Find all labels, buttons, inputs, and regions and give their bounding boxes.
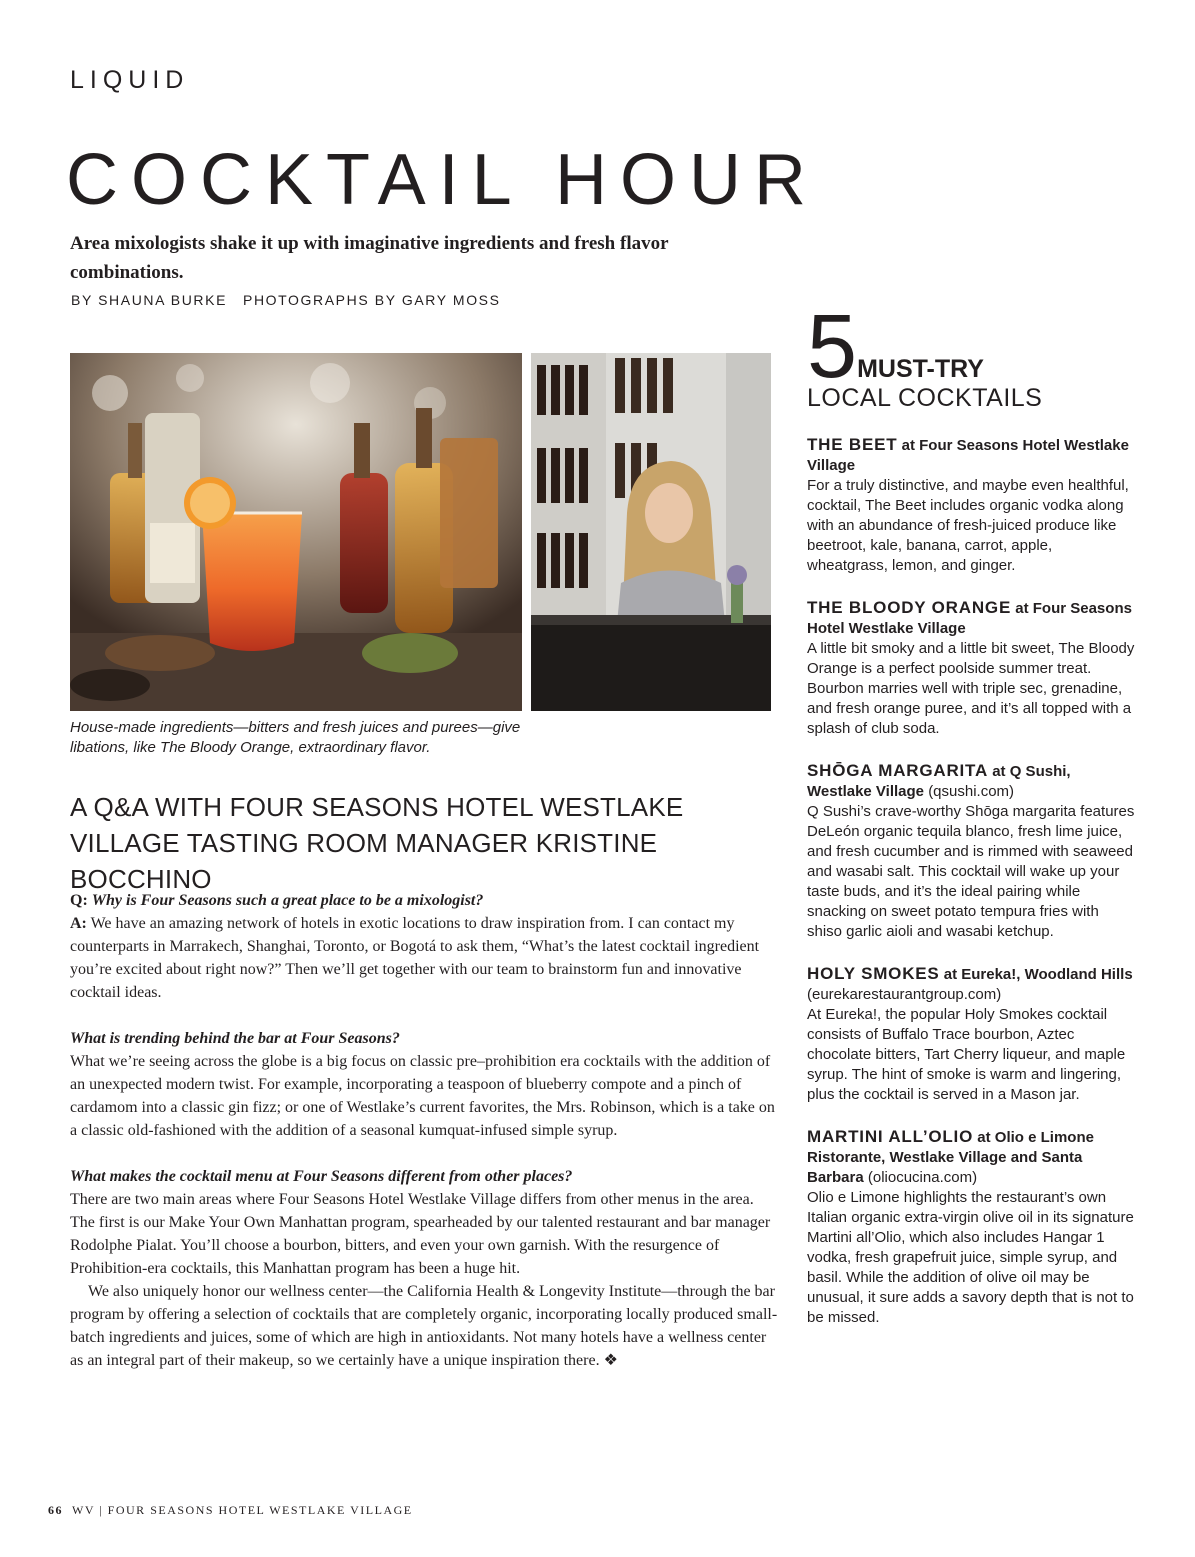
answer-text: We have an amazing network of hotels in exotic locations to draw inspiration from. I can contact my counterparts in Marrakech, Shanghai, Toronto, or Bogotá to ask them, “What’s the latest cocktail ingredient you’re excited about right now?” Then we’ll get together with our team to brainstorm fun and innovative cocktail ideas. [70,915,760,1001]
qa-answer-3-paragraph-1: There are two main areas where Four Seasons Hotel Westlake Village differs from other menus in the area. The first is our Make Your Own Manhattan program, spearheaded by our talented restaurant and bar manager Rodolphe Pialat. You’ll choose a bourbon, bitters, and even your own garnish. With the resurgence of Prohibition-era cocktails, this Manhattan program has been a huge hit. [70,1191,771,1277]
cocktail-entry [807,1127,1137,1328]
cocktail-website: (eurekarestaurantgroup.com) [807,986,1002,1003]
cocktail-entry [807,435,1137,576]
cocktail-location: at Eureka!, Woodland Hills [943,966,1133,983]
cocktail-ingredients-illustration [70,353,522,711]
byline [71,292,501,308]
sidebar-subheading: LOCAL COCKTAILS [807,384,1043,412]
manager-portrait-illustration [531,353,771,711]
article-dek: Area mixologists shake it up with imaginative ingredients and fresh flavor combinations. [70,233,669,283]
sidebar-heading [807,297,1137,397]
cocktail-description: A little bit smoky and a little bit sweet, The Bloody Orange is a perfect poolside summer treat. Bourbon marries well with triple sec, grenadine, and fresh orange puree, and it’s all topped with a splash of club soda. [807,640,1135,737]
qa-question-2: What is trending behind the bar at Four Seasons? [70,1030,400,1047]
cocktail-name: MARTINI ALL’OLIO [807,1127,974,1146]
article-title: COCKTAIL HOUR [66,140,820,220]
cocktail-name: SHŌGA MARGARITA [807,761,989,780]
qa-heading: A Q&A WITH FOUR SEASONS HOTEL WESTLAKE VILLAGE TASTING ROOM MANAGER KRISTINE BOCCHINO [70,792,684,894]
author-credit: BY SHAUNA BURKE [71,292,228,308]
cocktail-location: at Four Seasons Hotel Westlake Village [807,600,1132,637]
page-footer [48,1503,413,1518]
tasting-room-manager-photo [531,353,771,711]
cocktail-entry [807,598,1137,739]
cocktail-name: THE BEET [807,435,898,454]
qa-answer-2: What we’re seeing across the globe is a big focus on classic pre–prohibition era cocktails with the addition of an unexpected modern twist. For example, incorporating a teaspoon of blueberry compote and a pinch of cardamom into a classic gin fizz; or one of Westlake’s current favorites, the Mrs. Robinson, which is a take on a classic old-fashioned with the addition of a seasonal kumquat-infused simple syrup. [70,1053,775,1139]
sidebar-must-try: MUST-TRY [857,355,984,383]
section-label: LIQUID [70,66,190,94]
cocktail-location: at Olio e Limone Ristorante, Westlake Village and Santa Barbara [807,1129,1094,1186]
page-number: 66 [48,1503,63,1517]
cocktail-name: HOLY SMOKES [807,964,940,983]
footer-text: WV | FOUR SEASONS HOTEL WESTLAKE VILLAGE [72,1503,413,1517]
photo-credit: PHOTOGRAPHS BY GARY MOSS [243,292,501,308]
qa-question-3: What makes the cocktail menu at Four Seasons different from other places? [70,1168,573,1185]
answer-label: A: [70,915,87,932]
cocktail-location: at Q Sushi, Westlake Village [807,763,1071,800]
question-text: Why is Four Seasons such a great place to be a mixologist? [91,892,484,909]
qa-question-1 [70,889,780,912]
cocktail-description: Olio e Limone highlights the restaurant’s own Italian organic extra-virgin olive oil in its signature Martini all’Olio, which also includes Hangar 1 vodka, fresh grapefruit juice, simple syrup, and basil. While the addition of olive oil may be unusual, it sure adds a savory depth that is not to be missed. [807,1189,1134,1326]
qa-answer-1 [70,912,780,1004]
photo-caption: House-made ingredients—bitters and fresh juices and purees—give libations, like The Bloody Orange, extraordinary flavor. [70,719,521,756]
qa-answer-3-paragraph-2: We also uniquely honor our wellness center—the California Health & Longevity Institute—through the bar program by offering a selection of cocktails that are completely organic, incorporating locally produced small-batch ingredients and juices, some of which are high in antioxidants. Not many hotels have a wellness center as an integral part of their makeup, so we certainly have a unique inspiration there. ❖ [70,1283,778,1369]
qa-body [70,889,780,1372]
sidebar-number: 5 [807,297,856,397]
cocktail-description: Q Sushi’s crave-worthy Shōga margarita features DeLeón organic tequila blanco, fresh lime juice, and fresh cucumber and is rimmed with seaweed and wasabi salt. This cocktail will wake up your taste buds, and it’s the ideal pairing while snacking on sweet potato tempura fries with shiso garlic aioli and wasabi ketchup. [807,803,1135,940]
question-label: Q: [70,892,88,909]
cocktail-website: (qsushi.com) [928,783,1015,800]
cocktail-name: THE BLOODY ORANGE [807,598,1012,617]
cocktail-ingredients-photo [70,353,522,711]
cocktail-location: at Four Seasons Hotel Westlake Village [807,437,1129,474]
cocktail-description: For a truly distinctive, and maybe even healthful, cocktail, The Beet includes organic vodka along with an abundance of fresh-juiced produce like beetroot, kale, banana, carrot, apple, wheatgrass, lemon, and ginger. [807,477,1129,574]
must-try-sidebar [807,297,1137,1328]
cocktail-website: (oliocucina.com) [867,1169,978,1186]
cocktail-description: At Eureka!, the popular Holy Smokes cocktail consists of Buffalo Trace bourbon, Aztec chocolate bitters, Tart Cherry liqueur, and maple syrup. The hint of smoke is warm and lingering, plus the cocktail is served in a Mason jar. [807,1006,1126,1103]
cocktail-entry [807,964,1137,1105]
cocktail-entry [807,761,1137,942]
